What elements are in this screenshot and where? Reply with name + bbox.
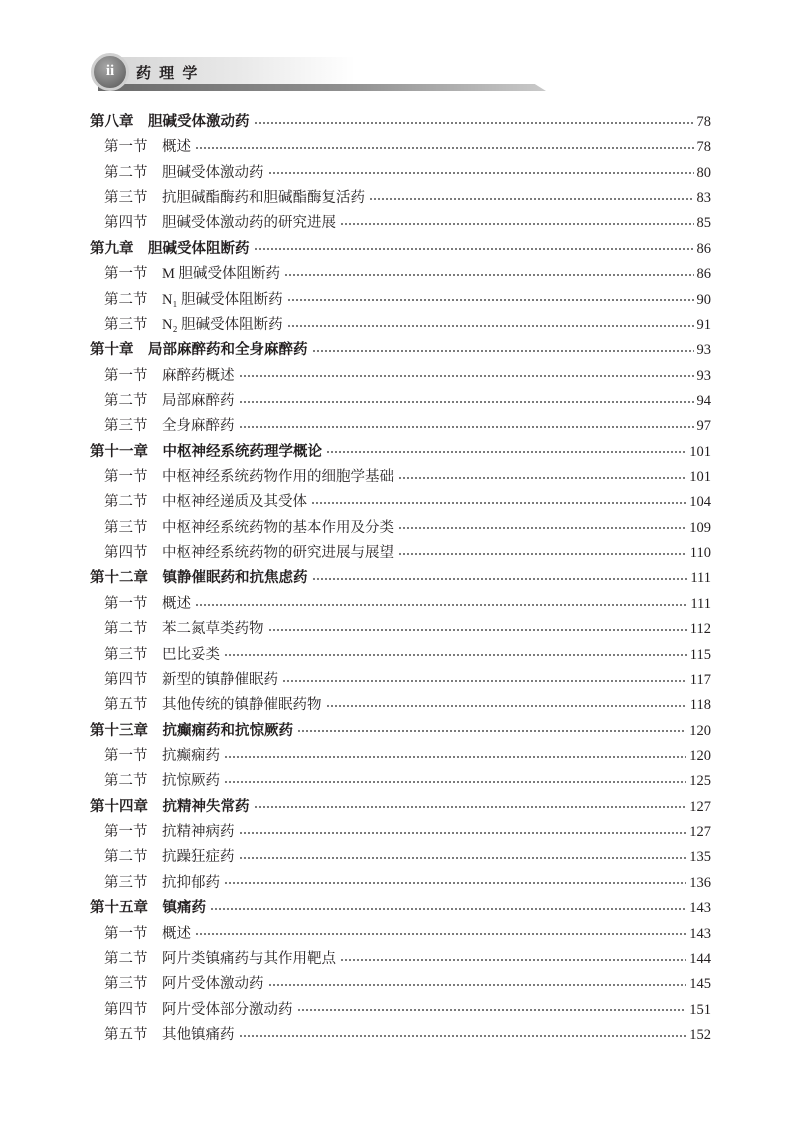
toc-section-entry xyxy=(0,744,711,769)
page-number: 110 xyxy=(689,545,711,562)
toc-section-entry xyxy=(0,541,711,566)
section-number: 第一节 xyxy=(104,367,148,384)
toc-chapter-entry xyxy=(0,896,711,921)
section-title: 苯二氮草类药物 xyxy=(162,621,264,638)
dot-leader xyxy=(254,120,694,126)
dot-leader xyxy=(239,1033,687,1039)
page-number: 86 xyxy=(696,240,711,257)
chapter-number: 第十五章 xyxy=(90,900,148,917)
section-title: 抗癫痫药 xyxy=(162,747,220,764)
page-number: 151 xyxy=(689,1001,711,1018)
section-title: 阿片类镇痛药与其作用靶点 xyxy=(162,950,336,967)
table-of-contents xyxy=(0,110,711,1048)
toc-chapter-entry xyxy=(0,110,711,135)
dot-leader xyxy=(340,221,694,227)
section-title: 阿片受体部分激动药 xyxy=(162,1001,293,1018)
section-number: 第一节 xyxy=(104,469,148,486)
toc-section-entry xyxy=(0,389,711,414)
page-number: 93 xyxy=(696,367,711,384)
section-number: 第一节 xyxy=(104,139,148,156)
page-number: 115 xyxy=(689,646,711,663)
chapter-number: 第八章 xyxy=(90,114,134,130)
page-number: 101 xyxy=(689,443,711,460)
toc-section-entry xyxy=(0,288,711,313)
section-title: 胆碱受体激动药 xyxy=(162,164,264,181)
page-number: 78 xyxy=(696,114,711,130)
dot-leader xyxy=(224,652,687,658)
section-number: 第二节 xyxy=(104,849,148,866)
page-number: 145 xyxy=(689,976,711,993)
page-number: 143 xyxy=(689,925,711,942)
chapter-number: 第十三章 xyxy=(90,722,148,739)
section-title: 胆碱受体激动药的研究进展 xyxy=(162,215,336,232)
section-title: 中枢神经系统药物的基本作用及分类 xyxy=(162,519,394,536)
chapter-title: 镇痛药 xyxy=(162,900,206,917)
page-number-badge: ii xyxy=(91,53,129,91)
page-number: 78 xyxy=(696,139,711,156)
section-title: 抗躁狂症药 xyxy=(162,849,235,866)
section-title: 中枢神经递质及其受体 xyxy=(162,494,307,511)
section-title: 麻醉药概述 xyxy=(162,367,235,384)
dot-leader xyxy=(326,449,686,455)
chapter-number: 第十二章 xyxy=(90,570,148,587)
section-title: 局部麻醉药 xyxy=(162,392,235,409)
toc-section-entry xyxy=(0,465,711,490)
toc-section-entry xyxy=(0,769,711,794)
section-number: 第四节 xyxy=(104,545,148,562)
toc-chapter-entry xyxy=(0,795,711,820)
toc-section-entry xyxy=(0,161,711,186)
section-title: 中枢神经系统药物的研究进展与展望 xyxy=(162,545,394,562)
section-number: 第四节 xyxy=(104,671,148,688)
header-rule xyxy=(98,84,546,91)
page-number: 144 xyxy=(689,950,711,967)
section-number: 第一节 xyxy=(104,824,148,841)
page-number: 97 xyxy=(696,418,711,435)
toc-section-entry xyxy=(0,186,711,211)
section-number: 第一节 xyxy=(104,925,148,942)
toc-section-entry xyxy=(0,414,711,439)
dot-leader xyxy=(224,880,686,886)
toc-chapter-entry xyxy=(0,440,711,465)
chapter-number: 第九章 xyxy=(90,240,134,257)
page-number: 120 xyxy=(689,747,711,764)
chapter-title: 胆碱受体阻断药 xyxy=(148,240,250,257)
page-number: 93 xyxy=(696,342,711,359)
chapter-title: 镇静催眠药和抗焦虑药 xyxy=(162,570,308,587)
section-title: 抗胆碱酯酶药和胆碱酯酶复活药 xyxy=(162,190,365,207)
chapter-title: 抗精神失常药 xyxy=(162,798,250,815)
section-title: 抗惊厥药 xyxy=(162,773,220,790)
section-number: 第四节 xyxy=(104,215,148,232)
section-number: 第三节 xyxy=(104,976,148,993)
page-number: 127 xyxy=(689,824,711,841)
dot-leader xyxy=(239,373,694,379)
dot-leader xyxy=(287,323,694,329)
chapter-number: 第十一章 xyxy=(90,443,148,460)
toc-section-entry xyxy=(0,592,711,617)
section-number: 第二节 xyxy=(104,392,148,409)
dot-leader xyxy=(287,297,694,303)
toc-section-entry xyxy=(0,617,711,642)
page-number: 101 xyxy=(689,469,711,486)
dot-leader xyxy=(224,779,686,785)
toc-section-entry xyxy=(0,845,711,870)
section-title: 抗抑郁药 xyxy=(162,874,220,891)
page-number: 136 xyxy=(689,874,711,891)
section-title: N₂ 胆碱受体阻断药 xyxy=(162,316,283,333)
dot-leader xyxy=(369,196,694,202)
toc-section-entry xyxy=(0,1023,711,1048)
chapter-number: 第十四章 xyxy=(90,798,148,815)
dot-leader xyxy=(210,906,686,912)
section-number: 第三节 xyxy=(104,316,148,333)
dot-leader xyxy=(195,145,694,151)
section-number: 第三节 xyxy=(104,874,148,891)
toc-section-entry xyxy=(0,668,711,693)
toc-section-entry xyxy=(0,490,711,515)
dot-leader xyxy=(284,272,693,278)
section-title: 概述 xyxy=(162,595,191,612)
toc-section-entry xyxy=(0,947,711,972)
section-title: 其他镇痛药 xyxy=(162,1026,235,1043)
toc-chapter-entry xyxy=(0,338,711,363)
page-number: 152 xyxy=(689,1026,711,1043)
section-title: 巴比妥类 xyxy=(162,646,220,663)
toc-chapter-entry xyxy=(0,566,711,591)
dot-leader xyxy=(254,246,694,252)
page-number: 104 xyxy=(689,494,711,511)
toc-section-entry xyxy=(0,998,711,1023)
section-number: 第二节 xyxy=(104,494,148,511)
section-title: M 胆碱受体阻断药 xyxy=(162,266,281,283)
dot-leader xyxy=(239,424,694,430)
section-number: 第二节 xyxy=(104,950,148,967)
page-number: 83 xyxy=(696,190,711,207)
section-title: N₁ 胆碱受体阻断药 xyxy=(162,291,283,308)
page-number: 86 xyxy=(696,266,711,283)
dot-leader xyxy=(268,627,687,633)
page-number: 117 xyxy=(689,671,711,688)
section-title: 其他传统的镇静催眠药物 xyxy=(162,697,322,714)
toc-section-entry xyxy=(0,135,711,160)
toc-section-entry xyxy=(0,364,711,389)
section-number: 第五节 xyxy=(104,697,148,714)
toc-section-entry xyxy=(0,643,711,668)
page-number: 80 xyxy=(696,164,711,181)
toc-section-entry xyxy=(0,693,711,718)
toc-section-entry xyxy=(0,922,711,947)
dot-leader xyxy=(224,754,686,760)
dot-leader xyxy=(297,1007,687,1013)
page-number: 90 xyxy=(696,291,711,308)
dot-leader xyxy=(268,982,687,988)
page-number: 143 xyxy=(689,900,711,917)
dot-leader xyxy=(195,602,687,608)
section-title: 新型的镇静催眠药 xyxy=(162,671,278,688)
page-number: 112 xyxy=(689,621,711,638)
page-number: 111 xyxy=(690,570,711,587)
dot-leader xyxy=(311,500,686,506)
chapter-title: 局部麻醉药和全身麻醉药 xyxy=(148,342,308,359)
dot-leader xyxy=(312,348,694,354)
section-title: 全身麻醉药 xyxy=(162,418,235,435)
dot-leader xyxy=(239,830,687,836)
section-title: 概述 xyxy=(162,925,191,942)
dot-leader xyxy=(297,728,686,734)
section-number: 第二节 xyxy=(104,773,148,790)
section-number: 第二节 xyxy=(104,291,148,308)
section-number: 第三节 xyxy=(104,190,148,207)
dot-leader xyxy=(239,855,687,861)
toc-section-entry xyxy=(0,262,711,287)
page-number: 109 xyxy=(689,519,711,536)
page-number: 111 xyxy=(690,595,711,612)
toc-section-entry xyxy=(0,871,711,896)
section-title: 概述 xyxy=(162,139,191,156)
dot-leader xyxy=(195,931,686,937)
section-number: 第一节 xyxy=(104,747,148,764)
toc-section-entry xyxy=(0,972,711,997)
dot-leader xyxy=(282,678,687,684)
toc-chapter-entry xyxy=(0,237,711,262)
dot-leader xyxy=(326,703,687,709)
section-number: 第三节 xyxy=(104,418,148,435)
section-title: 阿片受体激动药 xyxy=(162,976,264,993)
section-number: 第四节 xyxy=(104,1001,148,1018)
page-number: 118 xyxy=(689,697,711,714)
section-title: 抗精神病药 xyxy=(162,824,235,841)
toc-section-entry xyxy=(0,313,711,338)
page-number: 120 xyxy=(689,722,711,739)
section-number: 第一节 xyxy=(104,266,148,283)
dot-leader xyxy=(268,170,694,176)
section-number: 第一节 xyxy=(104,595,148,612)
chapter-number: 第十章 xyxy=(90,342,134,359)
dot-leader xyxy=(239,399,694,405)
dot-leader xyxy=(312,576,688,582)
book-title: 药 理 学 xyxy=(136,65,200,82)
page-number: 94 xyxy=(696,392,711,409)
page-number: 85 xyxy=(696,215,711,232)
page-number: 127 xyxy=(689,798,711,815)
toc-section-entry xyxy=(0,820,711,845)
section-number: 第三节 xyxy=(104,646,148,663)
toc-section-entry xyxy=(0,211,711,236)
page-number: 135 xyxy=(689,849,711,866)
dot-leader xyxy=(398,475,686,481)
section-number: 第二节 xyxy=(104,164,148,181)
section-number: 第二节 xyxy=(104,621,148,638)
section-number: 第五节 xyxy=(104,1026,148,1043)
chapter-title: 中枢神经系统药理学概论 xyxy=(162,443,322,460)
toc-chapter-entry xyxy=(0,719,711,744)
chapter-title: 抗癫痫药和抗惊厥药 xyxy=(162,722,293,739)
dot-leader xyxy=(398,551,687,557)
page-number: 91 xyxy=(696,316,711,333)
section-title: 中枢神经系统药物作用的细胞学基础 xyxy=(162,469,394,486)
toc-section-entry xyxy=(0,516,711,541)
chapter-title: 胆碱受体激动药 xyxy=(148,114,250,130)
page-number: 125 xyxy=(689,773,711,790)
dot-leader xyxy=(398,525,686,531)
section-number: 第三节 xyxy=(104,519,148,536)
dot-leader xyxy=(254,804,687,810)
dot-leader xyxy=(340,957,686,963)
